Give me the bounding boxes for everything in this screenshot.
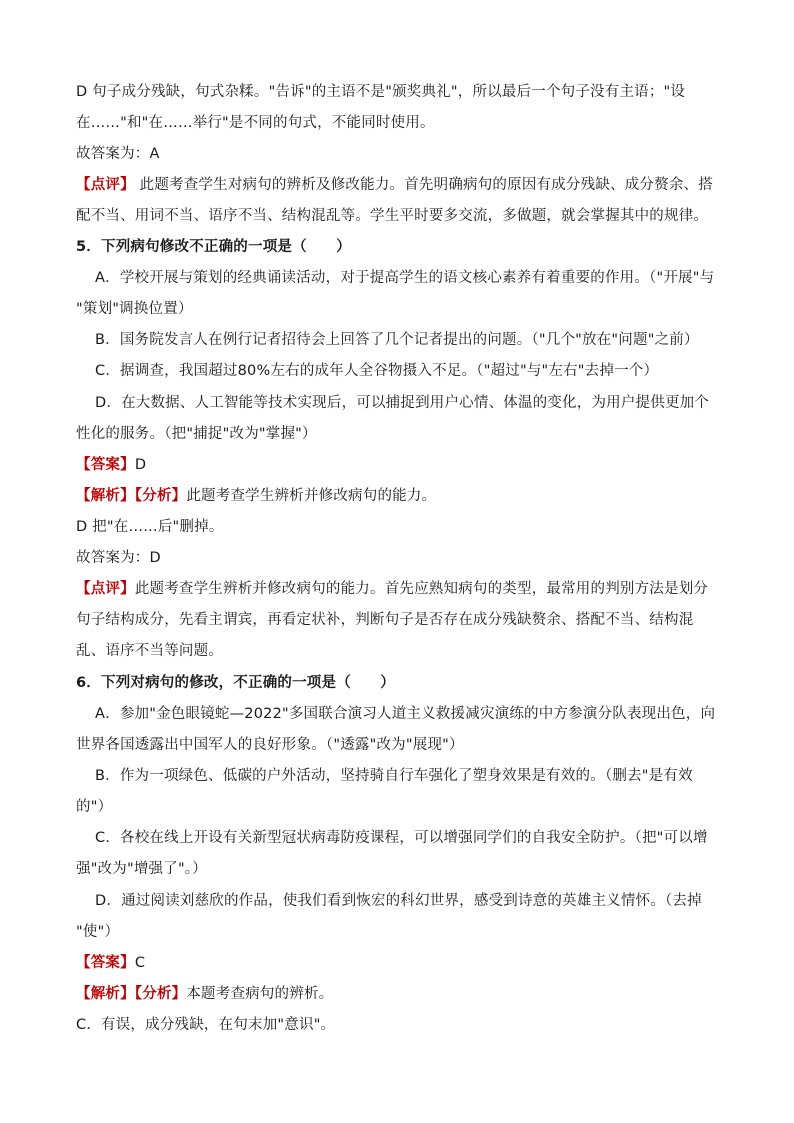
- question-6-option-a: A．参加"金色眼镜蛇—2022"多国联合演习人道主义救援减灾演练的中方参演分队表现出色，向: [95, 706, 716, 722]
- answer-5-final: 故答案为：D: [76, 550, 161, 566]
- review-5-line: [76, 579, 708, 599]
- answer-5-line: [76, 455, 146, 475]
- analysis-text: 本题考查病句的辨析。: [186, 986, 334, 1002]
- question-5-option-a-cont: "策划"调换位置）: [76, 301, 193, 317]
- question-6-option-b-cont: 的"）: [76, 799, 113, 815]
- analysis-tag: 【解析】【分析】: [76, 986, 187, 1002]
- review-5-line: 句子结构成分，先看主谓宾，再看定状补，判断句子是否存在成分残缺赘余、搭配不当、结构混: [76, 612, 694, 628]
- review-tag: 【点评】: [76, 177, 135, 193]
- question-6-option-b: B．作为一项绿色、低碳的户外活动，坚持骑自行车强化了塑身效果是有效的。（删去"是有效: [95, 768, 693, 784]
- analysis-5-detail: D 把"在……后"删掉。: [76, 519, 224, 535]
- question-6-title: 6．下列对病句的修改，不正确的一项是（ ）: [76, 675, 395, 691]
- question-5-option-c: C．据调查，我国超过80%左右的成年人全谷物摄入不足。（"超过"与"左右"去掉一个）: [95, 363, 659, 379]
- question-5-option-d: D．在大数据、人工智能等技术实现后，可以捕捉到用户心情、体温的变化，为用户提供更加个: [95, 395, 710, 411]
- question-5-title: 5．下列病句修改不正确的一项是（ ）: [76, 239, 351, 255]
- question-6-option-d-cont: "使"）: [76, 924, 120, 940]
- analysis-6-line: [76, 984, 333, 1004]
- answer-6-line: [76, 953, 145, 973]
- question-5-option-d-cont: 性化的服务。（把"捕捉"改为"掌握"）: [76, 426, 317, 442]
- question-6-option-c: C．各校在线上开设有关新型冠状病毒防疫课程，可以增强同学们的自我安全防护。（把"可以增: [95, 830, 708, 846]
- review-text: 此题考查学生辨析并修改病句的能力。首先应熟知病句的类型，最常用的判别方法是划分: [134, 581, 709, 597]
- question-5-option-b: B．国务院发言人在例行记者招待会上回答了几个记者提出的问题。（"几个"放在"问题"之前）: [95, 332, 699, 348]
- analysis-line: D 句子成分残缺，句式杂糅。"告诉"的主语不是"颁奖典礼"，所以最后一个句子没有主语；"设: [76, 84, 686, 100]
- question-6-option-a-cont: 世界各国透露出中国军人的良好形象。（"透露"改为"展现"）: [76, 737, 464, 753]
- analysis-line: 在……"和"在……举行"是不同的句式，不能同时使用。: [76, 115, 435, 131]
- review-text: 此题考查学生对病句的辨析及修改能力。首先明确病句的原因有成分残缺、成分赘余、搭: [134, 177, 713, 193]
- analysis-tag: 【解析】【分析】: [76, 488, 187, 504]
- analysis-6-detail: C．有误，成分残缺，在句末加"意识"。: [76, 1017, 336, 1033]
- question-6-option-c-cont: 强"改为"增强了"。）: [76, 861, 207, 877]
- review-tag: 【点评】: [76, 581, 135, 597]
- review-line: 配不当、用词不当、语序不当、结构混乱等。学生平时要多交流，多做题，就会掌握其中的规律。: [76, 208, 709, 224]
- review-line: [76, 175, 713, 195]
- answer-tag: 【答案】: [76, 457, 135, 473]
- question-6-option-d: D．通过阅读刘慈欣的作品，使我们看到恢宏的科幻世界，感受到诗意的英雄主义情怀。（去掉: [95, 893, 702, 909]
- answer-tag: 【答案】: [76, 955, 135, 971]
- answer-line: 故答案为：A: [76, 146, 160, 162]
- answer-value: D: [134, 457, 147, 473]
- analysis-text: 此题考查学生辨析并修改病句的能力。: [186, 488, 437, 504]
- analysis-5-line: [76, 486, 436, 506]
- answer-value: C: [134, 955, 146, 971]
- question-5-option-a: A．学校开展与策划的经典诵读活动，对于提高学生的语文核心素养有着重要的作用。（"开展"与: [95, 270, 715, 286]
- review-5-line: 乱、语序不当等问题。: [76, 643, 223, 659]
